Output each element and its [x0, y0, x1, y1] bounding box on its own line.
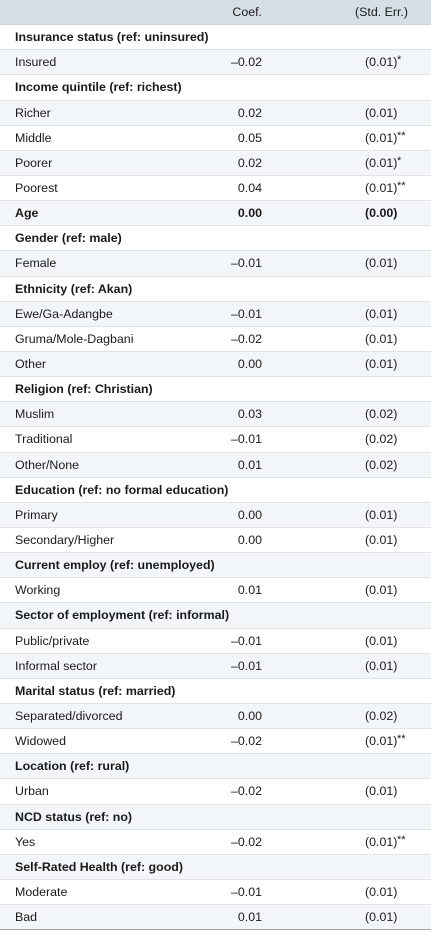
table-group-row: [0, 855, 431, 880]
row-coef: –0.01: [230, 432, 262, 447]
row-std-err: (0.01): [365, 734, 398, 749]
table-row: [0, 176, 431, 201]
row-coef: 0.00: [237, 532, 262, 547]
row-coef: –0.02: [230, 55, 262, 70]
table-group-row: [0, 377, 431, 402]
row-label: NCD status (ref: no): [15, 809, 133, 824]
row-label: Gender (ref: male): [15, 231, 122, 246]
table-group-row: [0, 277, 431, 302]
row-coef: –0.02: [230, 331, 262, 346]
table-row: [0, 503, 431, 528]
row-std-err: (0.01): [365, 583, 398, 598]
row-label: Religion (ref: Christian): [15, 382, 153, 397]
table-row: [0, 704, 431, 729]
row-label: Widowed: [15, 734, 66, 749]
row-label: Location (ref: rural): [15, 759, 130, 774]
row-label: Public/private: [15, 633, 90, 648]
row-label: Age: [15, 206, 39, 221]
row-std-err: (0.01): [365, 55, 398, 70]
table-row: [0, 654, 431, 679]
row-std-err: (0.01): [365, 306, 398, 321]
row-coef: –0.02: [230, 784, 262, 799]
row-label: Bad: [15, 910, 38, 925]
row-coef: 0.02: [237, 155, 262, 170]
table-group-row: [0, 25, 431, 50]
row-coef: 0.02: [237, 105, 262, 120]
row-label: Informal sector: [15, 658, 97, 673]
row-coef: 0.01: [237, 910, 262, 925]
row-label: Other: [15, 356, 46, 371]
row-significance: **: [397, 833, 406, 846]
row-std-err: (0.02): [365, 708, 398, 723]
row-std-err: (0.02): [365, 432, 398, 447]
table-row: [0, 352, 431, 377]
table-row: [0, 528, 431, 553]
row-label: Working: [15, 583, 61, 598]
row-std-err: (0.01): [365, 532, 398, 547]
table-row: [0, 302, 431, 327]
table-row: [0, 126, 431, 151]
row-std-err: (0.00): [365, 206, 398, 221]
table-row: [0, 830, 431, 855]
row-label: Richer: [15, 105, 51, 120]
row-label: Insured: [15, 55, 57, 70]
row-label: Marital status (ref: married): [15, 683, 176, 698]
table-group-row: [0, 201, 431, 226]
table-group-row: [0, 679, 431, 704]
row-coef: 0.01: [237, 457, 262, 472]
row-coef: –0.01: [230, 306, 262, 321]
row-label: Separated/divorced: [15, 708, 123, 723]
table-row: [0, 729, 431, 754]
table-row: [0, 50, 431, 75]
table-row: [0, 101, 431, 126]
row-label: Income quintile (ref: richest): [15, 80, 182, 95]
table-group-row: [0, 226, 431, 251]
table-row: [0, 578, 431, 603]
row-label: Insurance status (ref: uninsured): [15, 30, 209, 45]
table-row: [0, 779, 431, 804]
row-std-err: (0.01): [365, 507, 398, 522]
table-row: [0, 880, 431, 905]
row-label: Other/None: [15, 457, 80, 472]
row-significance: **: [397, 129, 406, 142]
row-coef: 0.05: [237, 130, 262, 145]
row-coef: 0.00: [237, 708, 262, 723]
row-std-err: (0.01): [365, 658, 398, 673]
row-coef: 0.00: [237, 206, 262, 221]
table-group-row: [0, 754, 431, 779]
table-header: [0, 0, 431, 25]
row-label: Poorest: [15, 180, 58, 195]
table-group-row: [0, 805, 431, 830]
row-label: Traditional: [15, 432, 73, 447]
row-label: Muslim: [15, 407, 55, 422]
row-coef: 0.00: [237, 356, 262, 371]
table-row: [0, 453, 431, 478]
table-group-row: [0, 478, 431, 503]
header-coef: Coef.: [232, 5, 262, 19]
row-coef: –0.02: [230, 834, 262, 849]
row-label: Current employ (ref: unemployed): [15, 558, 215, 573]
row-label: Secondary/Higher: [15, 532, 115, 547]
row-std-err: (0.01): [365, 884, 398, 899]
row-coef: 0.03: [237, 407, 262, 422]
row-coef: –0.01: [230, 658, 262, 673]
row-std-err: (0.01): [365, 155, 398, 170]
row-label: Poorer: [15, 155, 53, 170]
row-label: Yes: [15, 834, 36, 849]
row-std-err: (0.01): [365, 331, 398, 346]
row-label: Self-Rated Health (ref: good): [15, 859, 183, 874]
row-std-err: (0.01): [365, 356, 398, 371]
row-label: Urban: [15, 784, 49, 799]
row-std-err: (0.01): [365, 130, 398, 145]
row-std-err: (0.01): [365, 784, 398, 799]
table-row: [0, 327, 431, 352]
table-row: [0, 427, 431, 452]
row-std-err: (0.02): [365, 407, 398, 422]
row-std-err: (0.01): [365, 633, 398, 648]
row-std-err: (0.01): [365, 105, 398, 120]
row-coef: 0.04: [237, 180, 262, 195]
row-significance: **: [397, 733, 406, 746]
row-std-err: (0.01): [365, 910, 398, 925]
table-group-row: [0, 603, 431, 628]
row-coef: –0.01: [230, 884, 262, 899]
table-row: [0, 629, 431, 654]
header-std-err: (Std. Err.): [355, 5, 409, 19]
row-label: Education (ref: no formal education): [15, 482, 229, 497]
row-coef: 0.01: [237, 583, 262, 598]
row-label: Ethnicity (ref: Akan): [15, 281, 133, 296]
row-label: Female: [15, 256, 57, 271]
table-row: [0, 402, 431, 427]
table-row: [0, 151, 431, 176]
row-coef: –0.02: [230, 734, 262, 749]
row-std-err: (0.02): [365, 457, 398, 472]
table-row: [0, 251, 431, 276]
row-coef: 0.00: [237, 507, 262, 522]
row-significance: *: [397, 154, 402, 167]
row-std-err: (0.01): [365, 256, 398, 271]
row-std-err: (0.01): [365, 834, 398, 849]
row-coef: –0.01: [230, 633, 262, 648]
row-label: Sector of employment (ref: informal): [15, 608, 230, 623]
row-label: Moderate: [15, 884, 68, 899]
table-group-row: [0, 75, 431, 100]
row-significance: *: [397, 54, 402, 67]
row-label: Primary: [15, 507, 58, 522]
row-std-err: (0.01): [365, 180, 398, 195]
table-row: [0, 905, 431, 930]
table-group-row: [0, 553, 431, 578]
row-label: Ewe/Ga-Adangbe: [15, 306, 113, 321]
row-coef: –0.01: [230, 256, 262, 271]
row-label: Gruma/Mole-Dagbani: [15, 331, 134, 346]
row-significance: **: [397, 179, 406, 192]
table-body: [0, 25, 431, 930]
row-label: Middle: [15, 130, 52, 145]
